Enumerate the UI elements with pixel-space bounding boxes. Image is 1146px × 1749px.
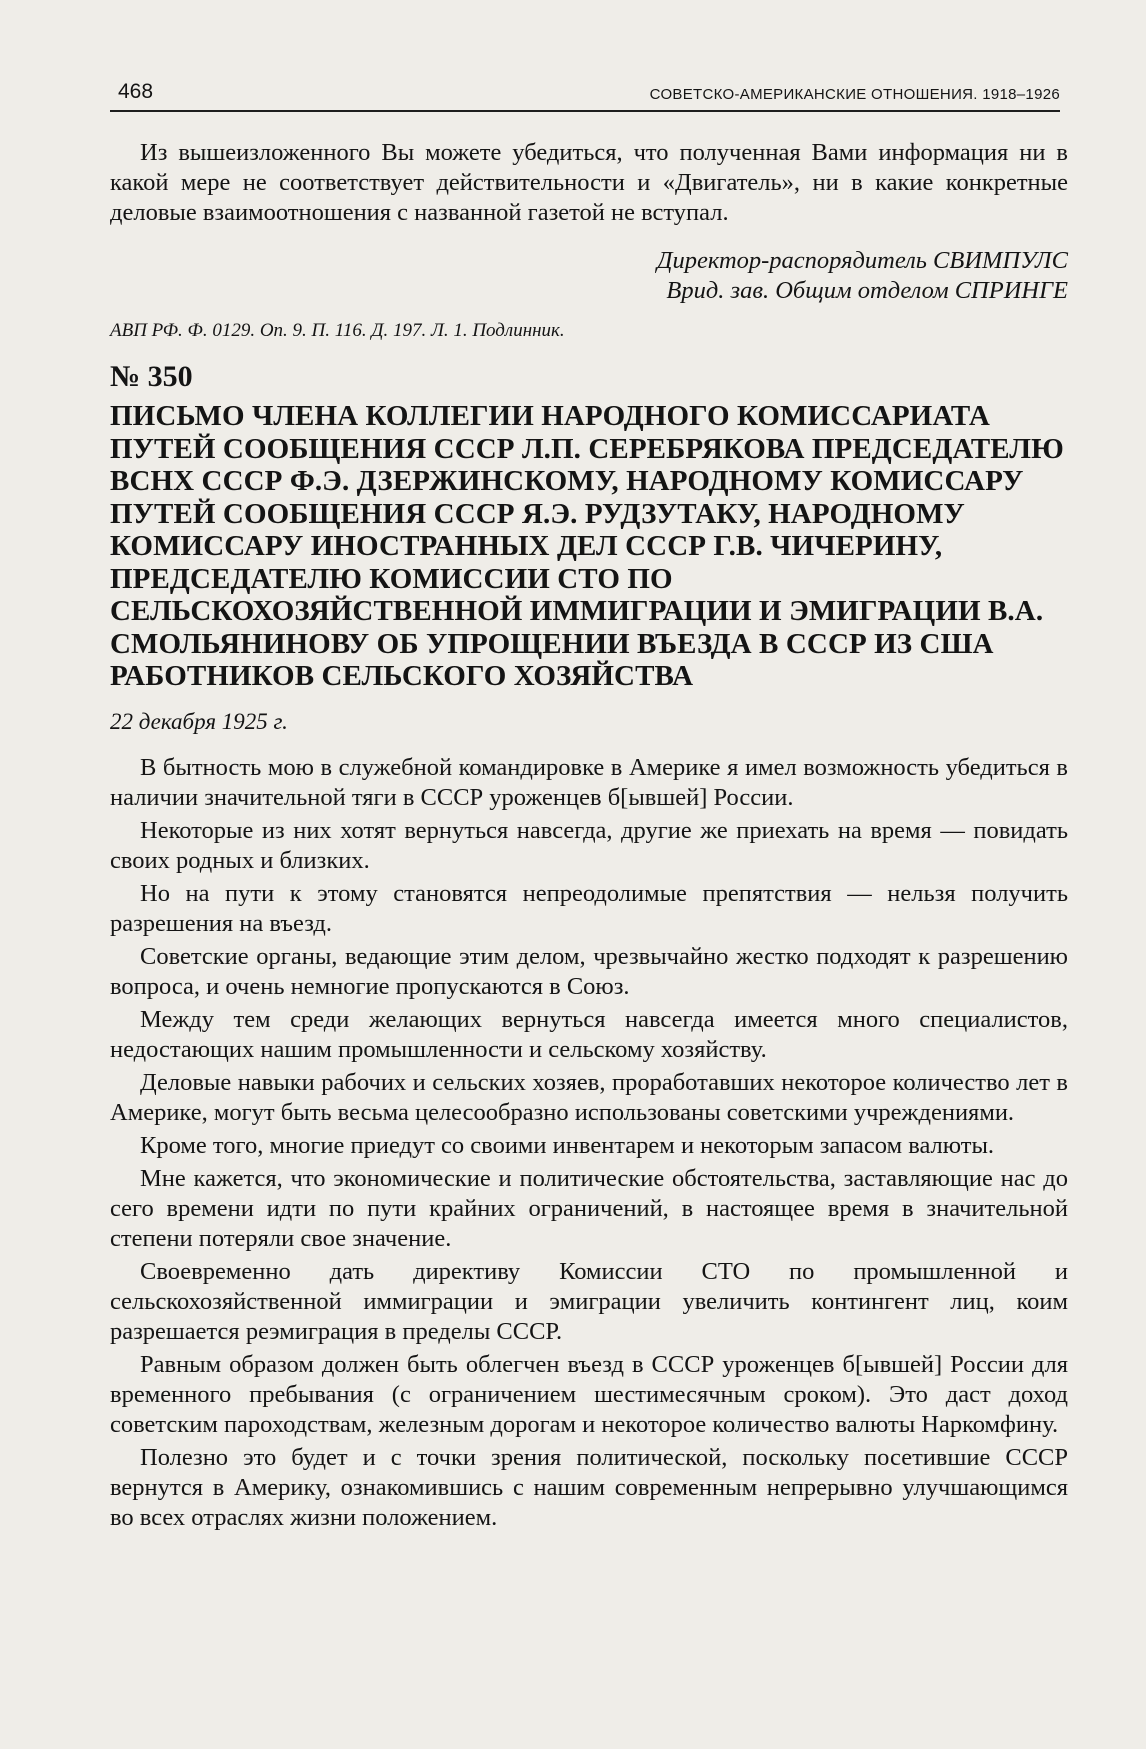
body-paragraph-9: Своевременно дать директиву Комиссии СТО по промышленной и сельскохозяйственной иммиграции и эмиграции увеличить контингент лиц, коим разрешается реэмиграция в пределы СССР. [110, 1257, 1068, 1345]
body-paragraph-1: В бытность мою в служебной командировке в Америке я имел возможность убедиться в наличии значительной тяги в СССР уроженцев б[ывшей] России. [110, 753, 1068, 811]
running-title: СОВЕТСКО-АМЕРИКАНСКИЕ ОТНОШЕНИЯ. 1918–1926 [649, 86, 1060, 103]
document-body [110, 753, 1068, 1533]
body-paragraph-6: Деловые навыки рабочих и сельских хозяев, проработавших некоторое количество лет в Америке, могут быть весьма целесообразно использованы советскими учреждениями. [110, 1068, 1068, 1126]
document-date: 22 декабря 1925 г. [110, 708, 288, 734]
body-paragraph-11: Полезно это будет и с точки зрения политической, поскольку посетившие СССР вернутся в Америку, ознакомившись с нашим современным непрерывно улучшающимся во всех отраслях жизни положением. [110, 1443, 1068, 1531]
body-paragraph-8: Мне кажется, что экономические и политические обстоятельства, заставляющие нас до сего времени идти по пути крайних ограничений, в настоящее время в значительной степени потеряли свое значение. [110, 1164, 1068, 1252]
body-paragraph-4: Советские органы, ведающие этим делом, чрезвычайно жестко подходят к разрешению вопроса, и очень немногие пропускаются в Союз. [110, 942, 1068, 1000]
archive-reference: АВП РФ. Ф. 0129. Оп. 9. П. 116. Д. 197. Л. 1. Подлинник. [110, 320, 565, 341]
body-paragraph-10: Равным образом должен быть облегчен въезд в СССР уроженцев б[ывшей] России для временного пребывания (с ограничением шестимесячным сроком). Это даст доход советским пароходствам, железным дорогам и некоторое количество валюты Наркомфину. [110, 1350, 1068, 1438]
body-paragraph-3: Но на пути к этому становятся непреодолимые препятствия — нельзя получить разрешения на въезд. [110, 879, 1068, 937]
document-number: № 350 [110, 360, 193, 393]
body-paragraph-2: Некоторые из них хотят вернуться навсегда, другие же приехать на время — повидать своих родных и близких. [110, 816, 1068, 874]
page-number: 468 [118, 80, 154, 103]
body-paragraph-7: Кроме того, многие приедут со своими инвентарем и некоторым запасом валюты. [140, 1131, 995, 1159]
signature-director: Директор-распорядитель СВИМПУЛС [656, 247, 1068, 274]
previous-document-closing-paragraph: Из вышеизложенного Вы можете убедиться, что полученная Вами информация ни в какой мере не соответствует действительности и «Двигатель», ни в какие конкретные деловые взаимоотношения с названной газетой не вступал. [110, 139, 1068, 226]
document-title: ПИСЬМО ЧЛЕНА КОЛЛЕГИИ НАРОДНОГО КОМИССАРИАТА ПУТЕЙ СООБЩЕНИЯ СССР Л.П. СЕРЕБРЯКОВА ПРЕДСЕДАТЕЛЮ ВСНХ СССР Ф.Э. ДЗЕРЖИНСКОМУ, НАРОДНОМУ КОМИССАРУ ПУТЕЙ СООБЩЕНИЯ СССР Я.Э. РУДЗУТАКУ, НАРОДНОМУ КОМИССАРУ ИНОСТРАННЫХ ДЕЛ СССР Г.В. ЧИЧЕРИНУ, ПРЕДСЕДАТЕЛЮ КОМИССИИ СТО ПО СЕЛЬСКОХОЗЯЙСТВЕННОЙ ИММИГРАЦИИ И ЭМИГРАЦИИ В.А. СМОЛЬЯНИНОВУ ОБ УПРОЩЕНИИ ВЪЕЗДА В СССР ИЗ США РАБОТНИКОВ СЕЛЬСКОГО ХОЗЯЙСТВА [110, 400, 1064, 692]
page-header [110, 80, 1060, 112]
body-paragraph-5: Между тем среди желающих вернуться навсегда имеется много специалистов, недостающих нашим промышленности и сельскому хозяйству. [110, 1005, 1068, 1063]
signature-department-head: Врид. зав. Общим отделом СПРИНГЕ [666, 277, 1068, 304]
page-content [110, 138, 1068, 1536]
